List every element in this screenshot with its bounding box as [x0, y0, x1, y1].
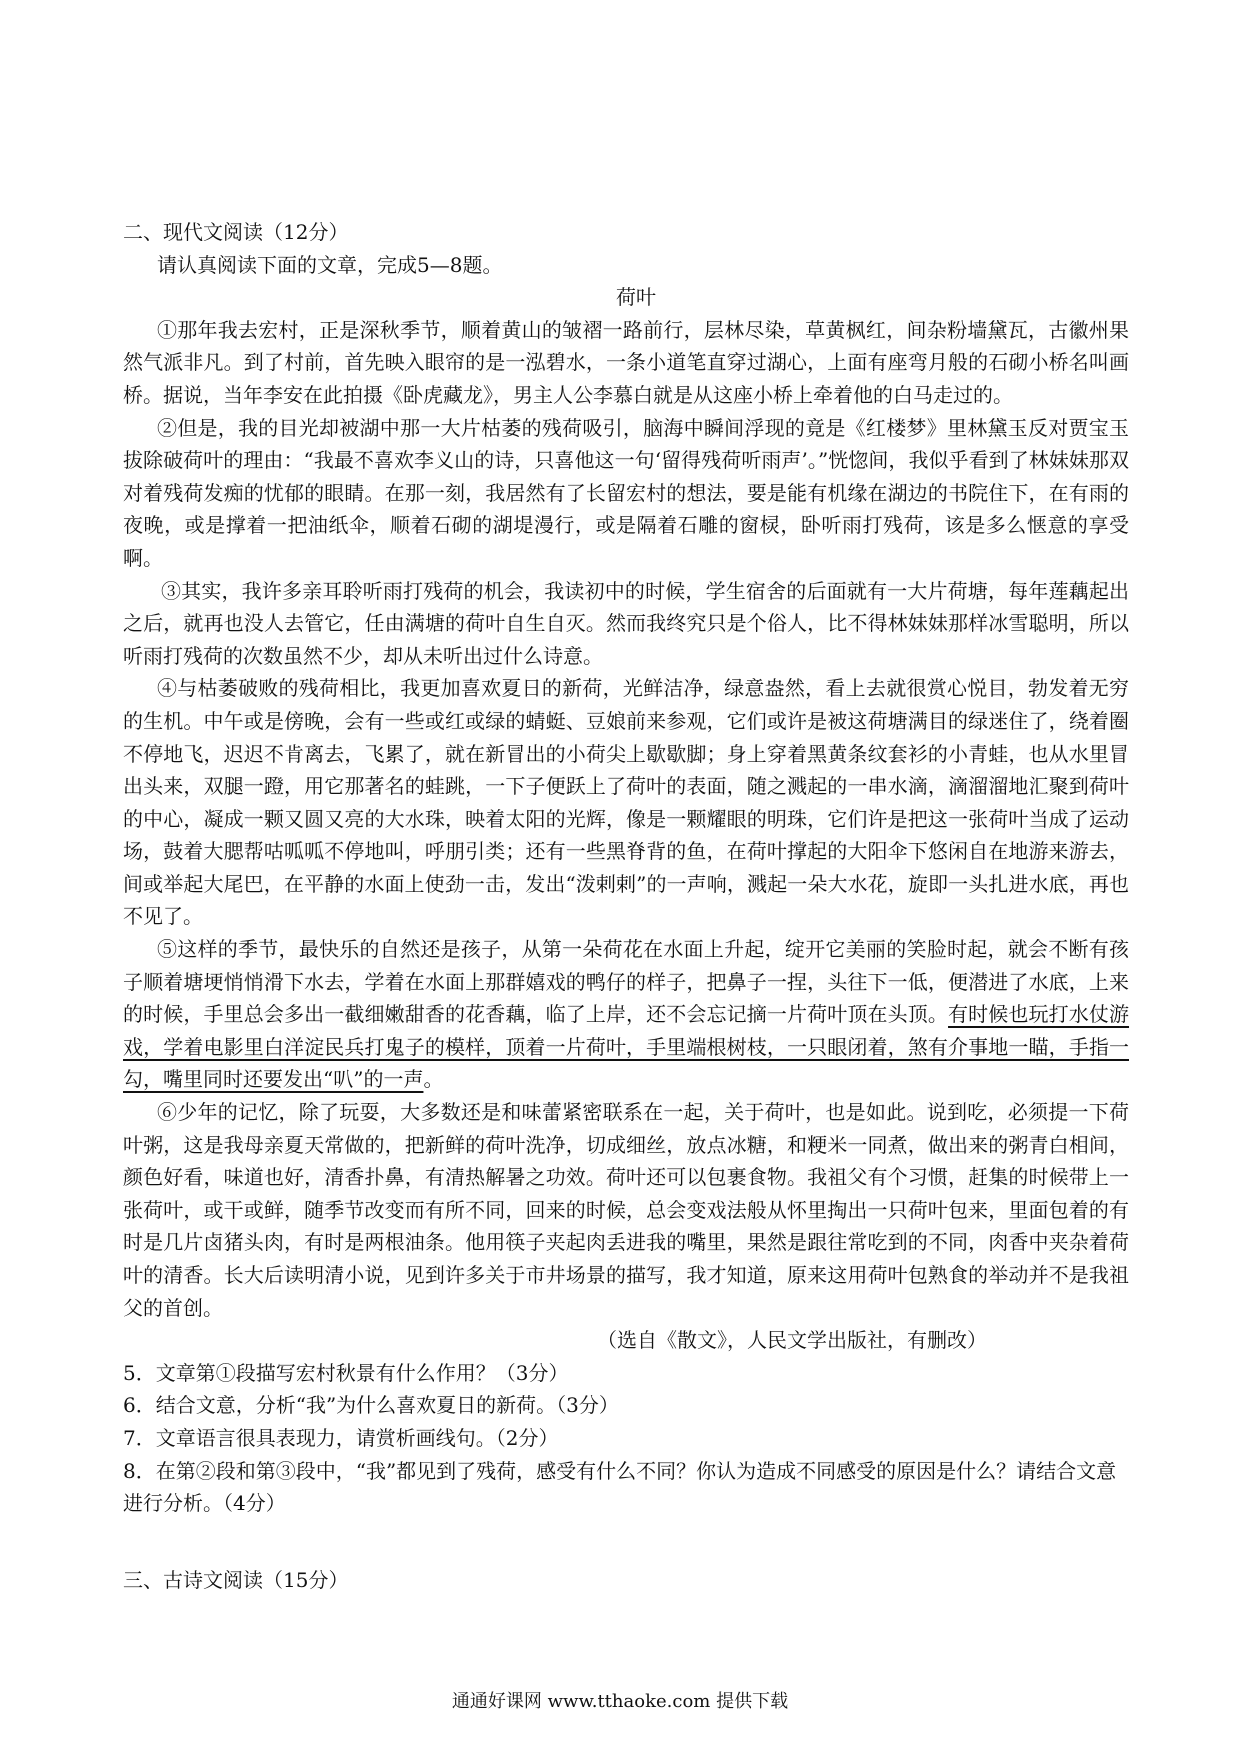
section3-heading: 三、古诗文阅读（15分）	[123, 1567, 349, 1592]
paragraph-4: ④与枯萎破败的残荷相比，我更加喜欢夏日的新荷，光鲜洁净，绿意盎然，看上去就很赏心悦目，勃发着无穷的生机。中午或是傍晚，会有一些或红或绿的蜻蜓、豆娘前来参观，它们或许是被这荷塘满目的绿迷住了，绕着圈不停地飞，迟迟不肯离去，飞累了，就在新冒出的小荷尖上歇歇脚；身上穿着黑黄条纹套衫的小青蛙，也从水里冒出头来，双腿一蹬，用它那著名的蛙跳，一下子便跃上了荷叶的表面，随之溅起的一串水滴，滴溜溜地汇聚到荷叶的中心，凝成一颗又圆又亮的大水珠，映着太阳的光辉，像是一颗耀眼的明珠，它们许是把这一张荷叶当成了运动场，鼓着大腮帮咕呱呱不停地叫，呼朋引类；还有一些黑脊背的鱼，在荷叶撑起的大阳伞下悠闲自在地游来游去，间或举起大尾巴，在平静的水面上使劲一击，发出“泼剌剌”的一声响，溅起一朵大水花，旋即一头扎进水底，再也不见了。	[123, 676, 1129, 929]
page-footer: 通通好课网 www.tthaoke.com 提供下载	[451, 1691, 789, 1712]
paragraph-3: ③其实，我许多亲耳聆听雨打残荷的机会，我读初中的时候，学生宿舍的后面就有一大片荷塘，每年莲藕起出之后，就再也没人去管它，任由满塘的荷叶自生自灭。然而我终究只是个俗人，比不得林妹妹那样冰雪聪明，所以听雨打残荷的次数虽然不少，却从未听出过什么诗意。	[123, 578, 1129, 668]
exam-page	[123, 216, 1129, 1596]
question-8: 8．在第②段和第③段中，“我”都见到了残荷，感受有什么不同？你认为造成不同感受的原因是什么？请结合文意进行分析。（4分）	[123, 1458, 1117, 1516]
underlined-sentence: 有时候也玩打水仗游戏，学着电影里白洋淀民兵打鬼子的模样，顶着一片荷叶，手里端根树枝，一只眼闭着，煞有介事地一瞄，手指一勾，嘴里同时还要发出“叭”的一声	[123, 1002, 1130, 1092]
section2-heading: 二、现代文阅读（12分）	[123, 220, 349, 244]
section2-instruction: 请认真阅读下面的文章，完成5—8题。	[157, 252, 503, 277]
question-7: 7．文章语言很具表现力，请赏析画线句。（2分）	[123, 1425, 559, 1450]
question-6: 6．结合文意，分析“我”为什么喜欢夏日的新荷。（3分）	[123, 1393, 619, 1418]
article-source: （选自《散文》，人民文学出版社，有删改）	[597, 1328, 987, 1353]
paragraph-6: ⑥少年的记忆，除了玩耍，大多数还是和味蕾紧密联系在一起，关于荷叶，也是如此。说到吃，必须提一下荷叶粥，这是我母亲夏天常做的，把新鲜的荷叶洗净，切成细丝，放点冰糖，和粳米一同煮，做出来的粥青白相间，颜色好看，味道也好，清香扑鼻，有清热解暑之功效。荷叶还可以包裹食物。我祖父有个习惯，赶集的时候带上一张荷叶，或干或鲜，随季节改变而有所不同，回来的时候，总会变戏法般从怀里掏出一只荷叶包来，里面包着的有时是几片卤猪头肉，有时是两根油条。他用筷子夹起肉丢进我的嘴里，果然是跟往常吃到的不同，肉香中夹杂着荷叶的清香。长大后读明清小说，见到许多关于市井场景的描写，我才知道，原来这用荷叶包熟食的举动并不是我祖父的首创。	[123, 1100, 1129, 1320]
article-title: 荷叶	[616, 285, 656, 310]
paragraph-5-text: ⑤这样的季节，最快乐的自然还是孩子，从第一朵荷花在水面上升起，绽开它美丽的笑脸时起，就会不断有孩子顺着塘埂悄悄滑下水去，学着在水面上那群嬉戏的鸭仔的样子，把鼻子一捏，头往下一低，便潜进了水底，上来的时候，手里总会多出一截细嫩甜香的花香藕，临了上岸，还不会忘记摘一片荷叶顶在头顶。	[123, 937, 1129, 1027]
paragraph-2: ②但是，我的目光却被湖中那一大片枯萎的残荷吸引，脑海中瞬间浮现的竟是《红楼梦》里林黛玉反对贾宝玉拔除破荷叶的理由：“我最不喜欢李义山的诗，只喜他这一句‘留得残荷听雨声’。”恍惚间，我似乎看到了林妹妹那双对着残荷发痴的忧郁的眼睛。在那一刻，我居然有了长留宏村的想法，要是能有机缘在湖边的书院住下，在有雨的夜晚，或是撑着一把油纸伞，顺着石砌的湖堤漫行，或是隔着石雕的窗棂，卧听雨打残荷，该是多么惬意的享受啊。	[123, 415, 1129, 570]
question-5: 5．文章第①段描写宏村秋景有什么作用？（3分）	[123, 1360, 569, 1385]
paragraph-5	[123, 933, 1129, 1096]
paragraph-5-end: 。	[423, 1067, 444, 1092]
paragraph-1: ①那年我去宏村，正是深秋季节，顺着黄山的皱褶一路前行，层林尽染，草黄枫红，间杂粉墙黛瓦，古徽州果然气派非凡。到了村前，首先映入眼帘的是一泓碧水，一条小道笔直穿过湖心，上面有座弯月般的石砌小桥名叫画桥。据说，当年李安在此拍摄《卧虎藏龙》，男主人公李慕白就是从这座小桥上牵着他的白马走过的。	[123, 317, 1129, 407]
